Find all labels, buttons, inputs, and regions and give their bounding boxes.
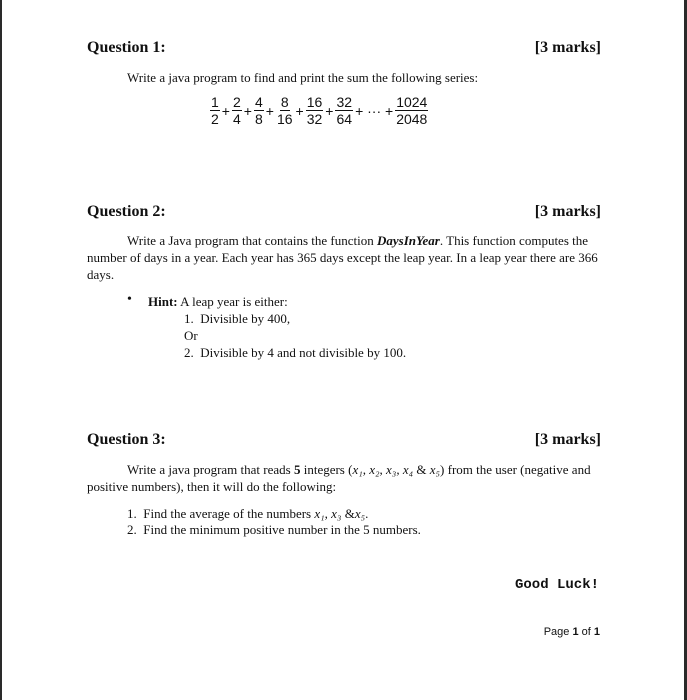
task-item-2: 2. Find the minimum positive number in the 5 numbers. — [127, 522, 421, 537]
bullet-icon: • — [127, 292, 132, 307]
fraction: $\frac{32}{64}$ — [336, 94, 353, 127]
hint-or: Or — [184, 328, 198, 343]
question-3-title: Question 3: — [87, 431, 166, 448]
question-1-text: Write a java program to find and print the sum the following series: — [127, 70, 479, 85]
fraction: $\frac{1}{2}$ — [211, 94, 219, 127]
fraction: $\frac{2}{4}$ — [232, 94, 241, 127]
question-3-text: Write a java program that reads 5 integers (x₁, x₂, x₃, x₄ & x₅) from the user (negative and positive numbers), then it will do the following: — [87, 462, 591, 494]
page-number: Page 1 of 1 — [543, 626, 600, 638]
task-item-1: 1. Find the average of the numbers x₁, x₃ &x₅. — [127, 506, 369, 521]
question-3-marks: [3 marks] — [534, 431, 601, 448]
hint-line: Hint: A leap year is either: — [148, 294, 288, 309]
question-2-marks: [3 marks] — [534, 203, 601, 220]
fraction-last: $\frac{1024}{2048}$ — [396, 94, 428, 127]
series-formula: $\frac{1}{2}$ + $\frac{2}{4}$ + $\frac{4}{8}$ + $\frac{8}{16}$ + $\frac{16}{32}$ + $\frac{32}{64}$ + ··· + $\frac{1024}{2048}$ — [211, 94, 428, 127]
fraction: $\frac{16}{32}$ — [306, 94, 323, 127]
left-border — [0, 0, 2, 700]
fraction: $\frac{8}{16}$ — [276, 94, 293, 127]
hint-item-1: 1. Divisible by 400, — [184, 311, 291, 326]
hint-item-2: 2. Divisible by 4 and not divisible by 100. — [184, 345, 407, 360]
question-2-text: Write a Java program that contains the function DaysInYear. This function computes the number of days in a year. Each year has 365 days except the leap year. In a leap year there are 366 days. — [87, 233, 598, 282]
function-name: DaysInYear — [377, 233, 440, 248]
good-luck: Good Luck! — [514, 577, 599, 593]
question-1-marks: [3 marks] — [534, 39, 601, 56]
question-1-title: Question 1: — [87, 39, 166, 56]
fraction: $\frac{4}{8}$ — [254, 94, 263, 127]
question-2-title: Question 2: — [87, 203, 166, 220]
series-ellipsis: + ··· + — [355, 102, 394, 119]
